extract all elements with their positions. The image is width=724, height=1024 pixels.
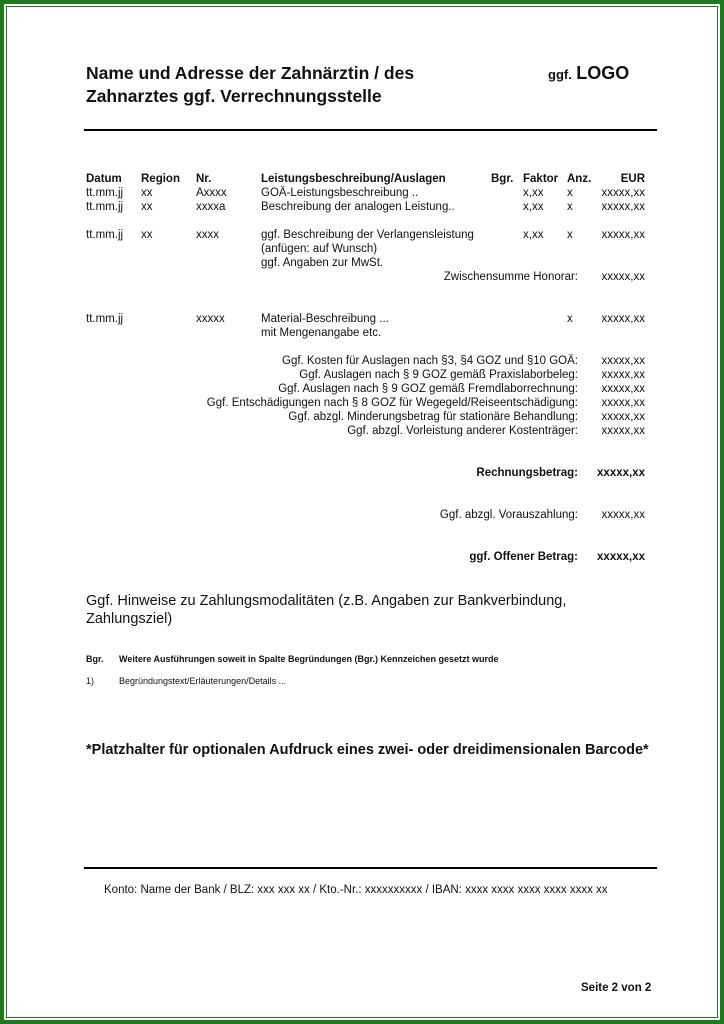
logo-placeholder — [548, 63, 629, 84]
row-nr: xxxx — [196, 229, 219, 241]
practice-name-line1: Name und Adresse der Zahnärztin / des — [86, 63, 415, 83]
open-amount-label: ggf. Offener Betrag: — [469, 551, 578, 563]
material-desc-line2: mit Mengenangabe etc. — [261, 327, 382, 339]
row-region: xx — [141, 187, 153, 199]
row-faktor: x,xx — [523, 229, 544, 241]
logo-text: LOGO — [576, 63, 630, 83]
footer-rule — [84, 867, 657, 869]
row-datum: tt.mm.jj — [86, 201, 124, 213]
row-desc: Beschreibung der analogen Leistung.. — [261, 201, 455, 213]
payment-note-line1: Ggf. Hinweise zu Zahlungsmodalitäten (z.B. Angaben zur Bankverbindung, — [86, 593, 567, 609]
open-amount-value: xxxxx,xx — [597, 551, 645, 563]
cost-value: xxxxx,xx — [601, 425, 645, 437]
row-datum: tt.mm.jj — [86, 229, 124, 241]
row-anz: x — [567, 187, 573, 199]
invoice-total-value: xxxxx,xx — [597, 467, 645, 479]
material-eur: xxxxx,xx — [601, 313, 645, 325]
material-datum: tt.mm.jj — [86, 313, 124, 325]
prepayment-label: Ggf. abzgl. Vorauszahlung: — [439, 509, 578, 521]
header-rule — [84, 129, 657, 131]
row-eur: xxxxx,xx — [601, 229, 645, 241]
row-nr: xxxxa — [196, 201, 226, 213]
barcode-placeholder: *Platzhalter für optionalen Aufdruck eines zwei- oder dreidimensionalen Barcode* — [86, 742, 649, 758]
row-desc: GOÄ-Leistungsbeschreibung .. — [261, 187, 419, 199]
col-datum: Datum — [86, 173, 122, 185]
row-anz: x — [567, 229, 573, 241]
row-desc-line2: (anfügen: auf Wunsch) — [261, 243, 378, 255]
cost-value: xxxxx,xx — [601, 383, 645, 395]
cost-value: xxxxx,xx — [601, 411, 645, 423]
col-eur: EUR — [620, 173, 645, 185]
col-desc: Leistungsbeschreibung/Auslagen — [261, 173, 446, 185]
row-desc-line3: ggf. Angaben zur MwSt. — [261, 257, 384, 269]
row-region: xx — [141, 201, 153, 213]
practice-name-line2: Zahnarztes ggf. Verrechnungsstelle — [86, 86, 382, 106]
row-datum: tt.mm.jj — [86, 187, 124, 199]
material-anz: x — [567, 313, 573, 325]
col-nr: Nr. — [196, 173, 212, 185]
cost-value: xxxxx,xx — [601, 397, 645, 409]
material-nr: xxxxx — [196, 313, 225, 325]
page-number: Seite 2 von 2 — [581, 982, 652, 994]
row-eur: xxxxx,xx — [601, 201, 645, 213]
prepayment-value: xxxxx,xx — [601, 509, 645, 521]
reason-item-key: 1) — [86, 676, 95, 686]
reasons-header-text: Weitere Ausführungen soweit in Spalte Begründungen (Bgr.) Kennzeichen gesetzt wurde — [119, 654, 499, 664]
payment-note-line2: Zahlungsziel) — [86, 611, 173, 627]
subtotal-value: xxxxx,xx — [601, 271, 645, 283]
row-faktor: x,xx — [523, 187, 544, 199]
row-faktor: x,xx — [523, 201, 544, 213]
col-bgr: Bgr. — [491, 173, 514, 185]
row-region: xx — [141, 229, 153, 241]
reasons-header-key: Bgr. — [86, 654, 104, 664]
cost-label: Ggf. Kosten für Auslagen nach §3, §4 GOZ und §10 GOÄ: — [282, 355, 578, 367]
subtotal-label: Zwischensumme Honorar: — [443, 271, 578, 283]
reason-item-text: Begründungstext/Erläuterungen/Details ... — [119, 676, 287, 686]
invoice-total-label: Rechnungsbetrag: — [476, 467, 578, 479]
row-desc: ggf. Beschreibung der Verlangensleistung — [261, 229, 474, 241]
row-anz: x — [567, 201, 573, 213]
cost-label: Ggf. abzgl. Minderungsbetrag für stationäre Behandlung: — [288, 411, 578, 423]
cost-label: Ggf. Entschädigungen nach § 8 GOZ für Wegegeld/Reiseentschädigung: — [206, 397, 578, 409]
cost-value: xxxxx,xx — [601, 355, 645, 367]
cost-value: xxxxx,xx — [601, 369, 645, 381]
col-region: Region — [141, 173, 180, 185]
logo-prefix: ggf. — [548, 67, 572, 82]
cost-label: Ggf. abzgl. Vorleistung anderer Kostenträger: — [347, 425, 578, 437]
col-anz: Anz. — [567, 173, 592, 185]
cost-label: Ggf. Auslagen nach § 9 GOZ gemäß Praxislaborbeleg: — [299, 369, 578, 381]
bank-details: Konto: Name der Bank / BLZ: xxx xxx xx / Kto.-Nr.: xxxxxxxxxx / IBAN: xxxx xxxx xxxx xxxx xxxx xx — [104, 884, 608, 896]
material-desc: Material-Beschreibung ... — [261, 313, 389, 325]
col-faktor: Faktor — [523, 173, 559, 185]
cost-label: Ggf. Auslagen nach § 9 GOZ gemäß Fremdlaborrechnung: — [278, 383, 578, 395]
row-eur: xxxxx,xx — [601, 187, 645, 199]
row-nr: Axxxx — [196, 187, 227, 199]
